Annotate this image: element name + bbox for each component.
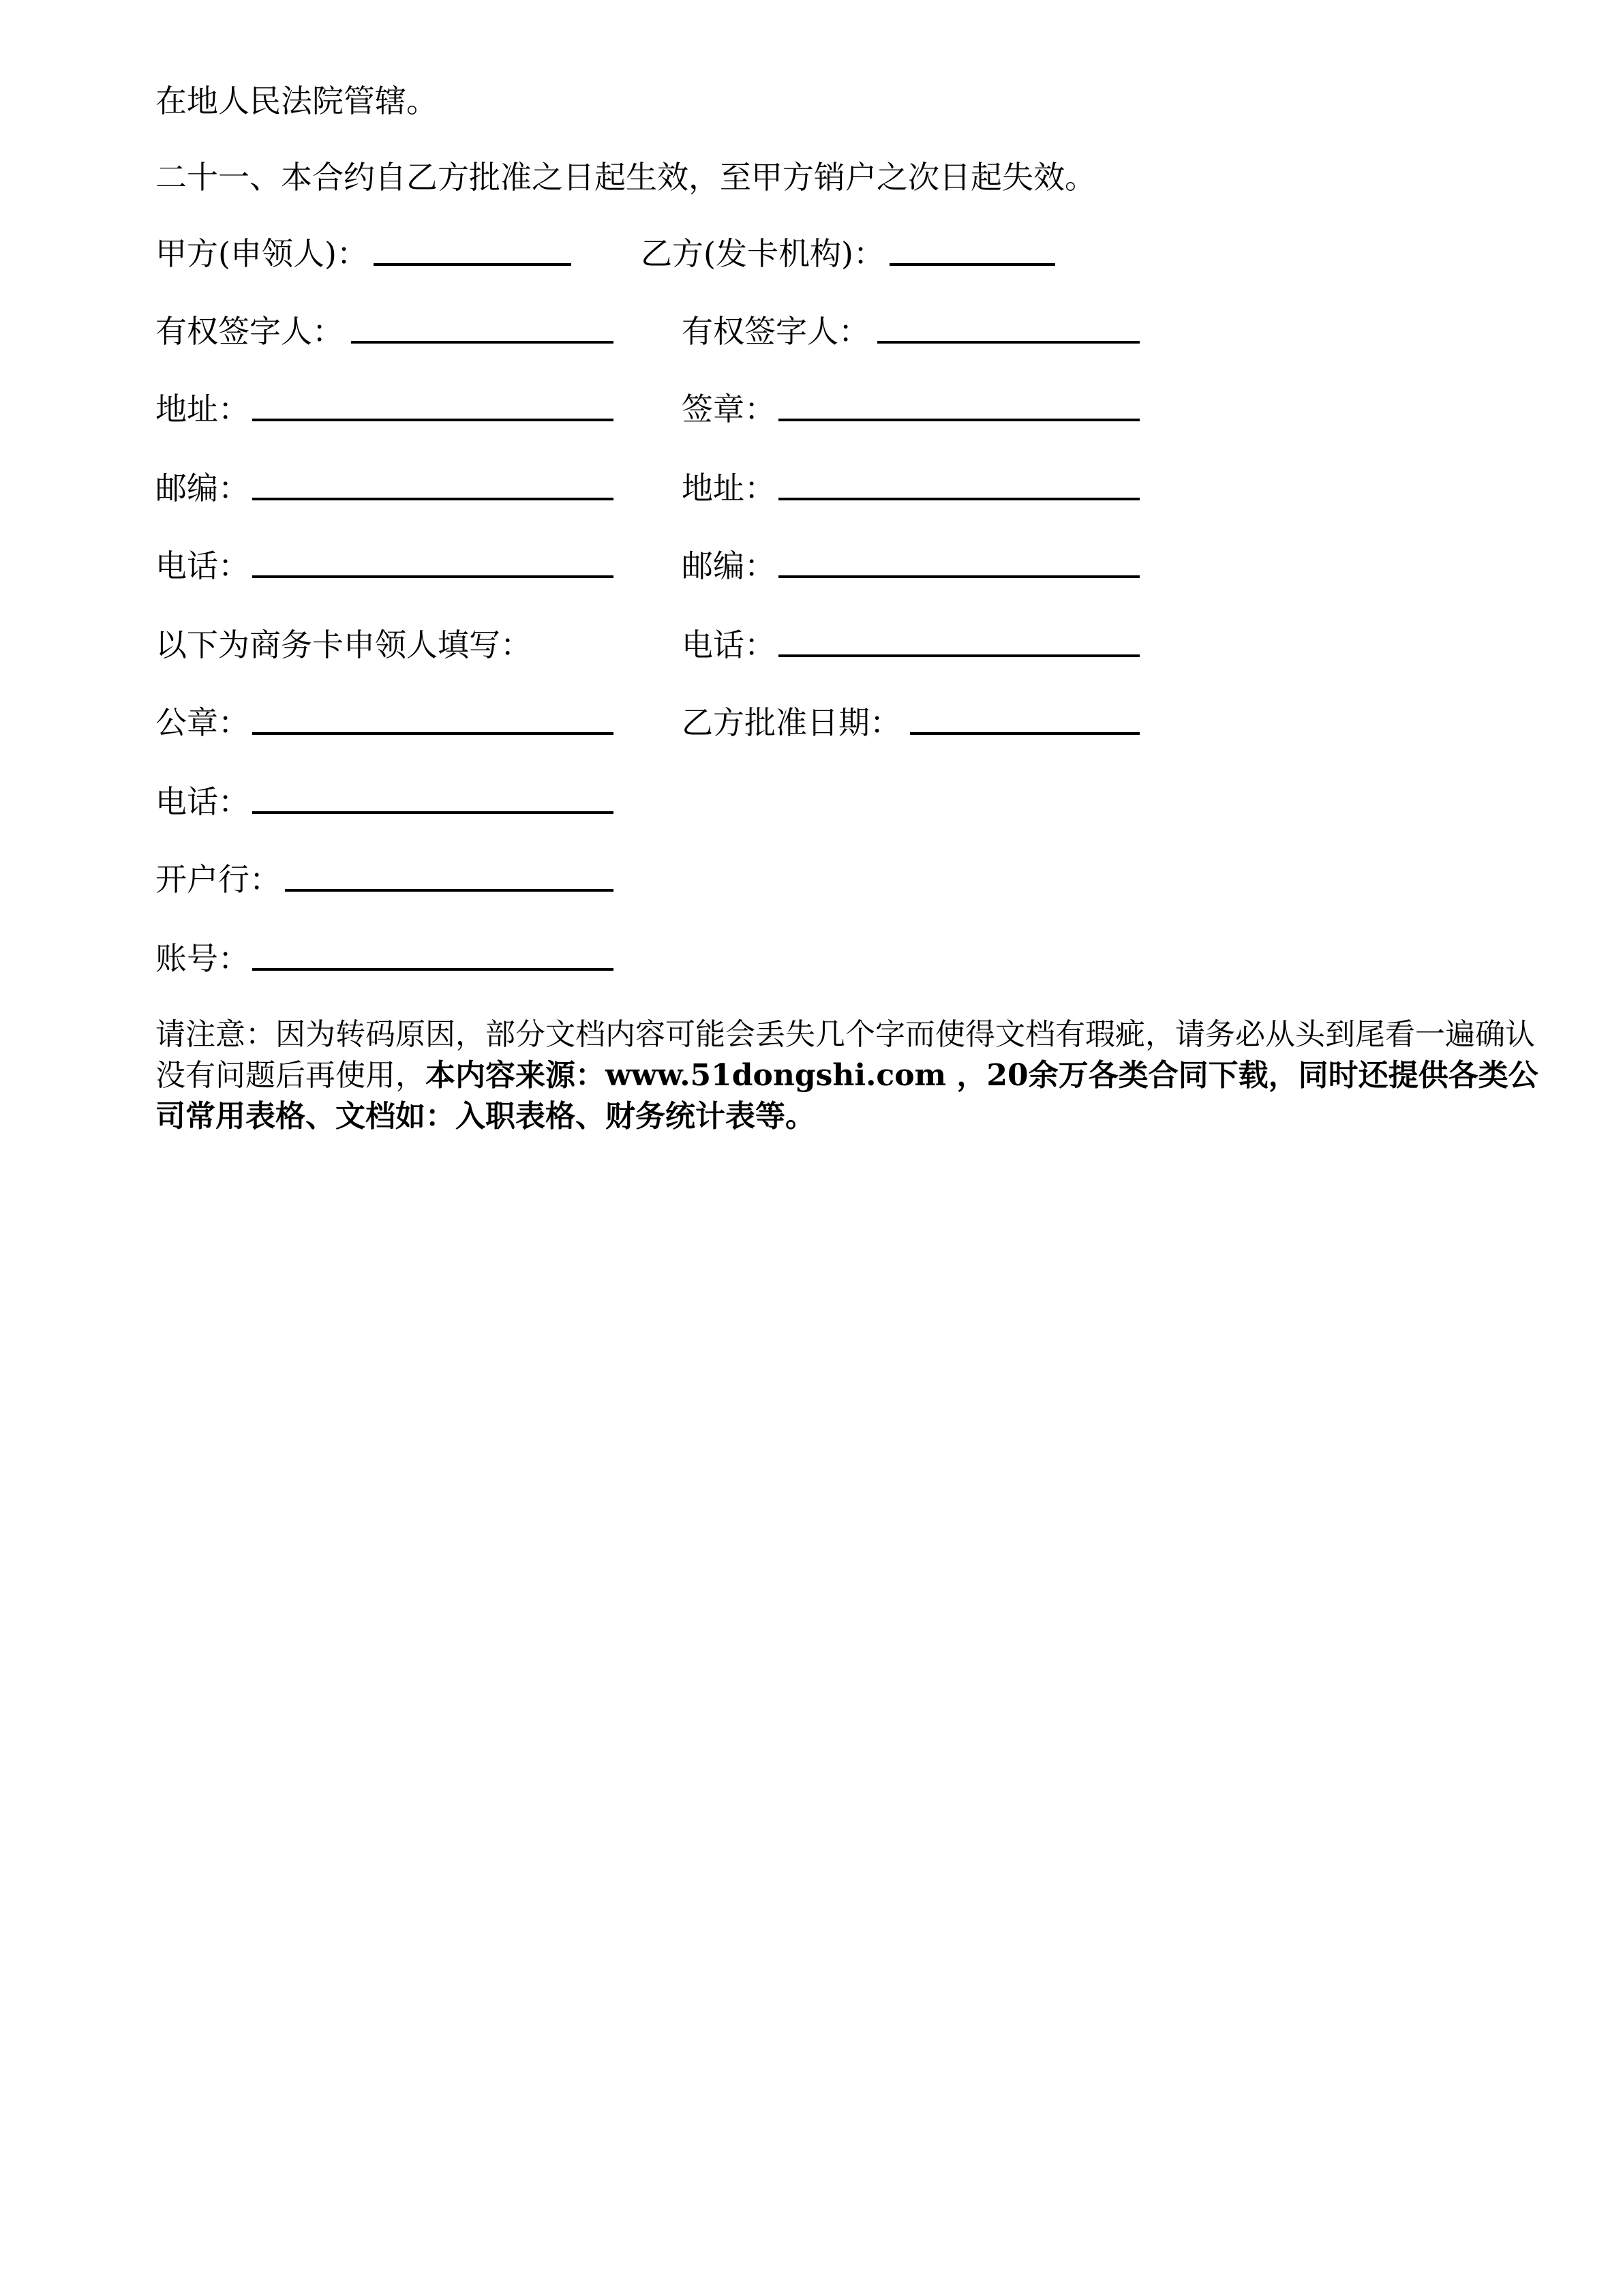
left-postcode-label: 邮编： bbox=[155, 470, 249, 507]
right-postcode-blank[interactable] bbox=[778, 575, 1140, 578]
approval-date-label: 乙方批准日期： bbox=[682, 704, 901, 741]
account-label: 账号： bbox=[155, 940, 249, 977]
left-phone-blank[interactable] bbox=[252, 575, 613, 578]
right-signatory-label: 有权签字人： bbox=[682, 313, 870, 350]
right-postcode-label: 邮编： bbox=[682, 547, 776, 584]
party-b-label: 乙方(发卡机构)： bbox=[641, 235, 885, 272]
right-phone-blank[interactable] bbox=[778, 654, 1140, 657]
left-signatory-label: 有权签字人： bbox=[155, 313, 344, 350]
intro-line: 在地人民法院管辖。 bbox=[155, 82, 438, 119]
business-card-note: 以下为商务卡申领人填写： bbox=[155, 626, 532, 663]
company-seal-label: 公章： bbox=[155, 704, 249, 741]
party-a-blank[interactable] bbox=[374, 263, 571, 266]
account-blank[interactable] bbox=[252, 968, 613, 971]
notice-paragraph bbox=[155, 1014, 1541, 1137]
party-a-label: 甲方(申领人)： bbox=[155, 235, 368, 272]
bank-blank[interactable] bbox=[285, 889, 613, 892]
seal-blank[interactable] bbox=[778, 419, 1140, 421]
party-b-blank[interactable] bbox=[890, 263, 1055, 266]
left-address-label: 地址： bbox=[155, 391, 249, 427]
left-phone2-label: 电话： bbox=[155, 783, 249, 820]
notice-bold-text: 本内容来源：www.51dongshi.com ，20余万各类合同下载，同时还提供各类公司常用表格、文档如：入职表格、财务统计表等。 bbox=[155, 1058, 1538, 1134]
seal-label: 签章： bbox=[682, 391, 776, 427]
left-signatory-blank[interactable] bbox=[351, 341, 613, 344]
approval-date-blank[interactable] bbox=[910, 732, 1140, 735]
left-address-blank[interactable] bbox=[252, 419, 613, 421]
left-postcode-blank[interactable] bbox=[252, 498, 613, 500]
right-address-label: 地址： bbox=[682, 470, 776, 507]
notice-plain-text: 请注意：因为转码原因，部分文档内容可能会丢失几个字而使得文档有瑕疵，请务必从头到尾看一遍确认没有问题后再使用， bbox=[155, 1017, 1535, 1093]
clause-21: 二十一、本合约自乙方批准之日起生效，至甲方销户之次日起失效。 bbox=[155, 159, 1096, 196]
right-address-blank[interactable] bbox=[778, 498, 1140, 500]
company-seal-blank[interactable] bbox=[252, 732, 613, 735]
left-phone-label: 电话： bbox=[155, 547, 249, 584]
bank-label: 开户行： bbox=[155, 861, 281, 898]
right-phone-label: 电话： bbox=[682, 626, 776, 663]
left-phone2-blank[interactable] bbox=[252, 811, 613, 814]
right-signatory-blank[interactable] bbox=[877, 341, 1140, 344]
